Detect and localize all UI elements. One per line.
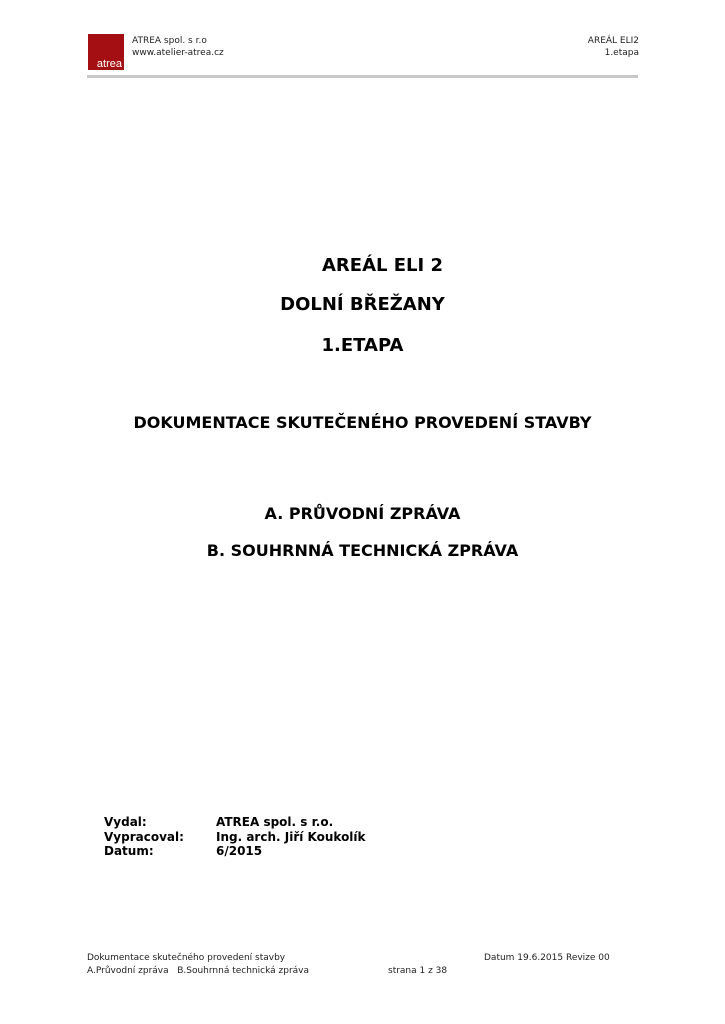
project-stage: 1.etapa — [604, 48, 639, 58]
meta-date-value: 6/2015 — [216, 844, 263, 858]
meta-issued-label: Vydal: — [104, 815, 147, 829]
part-a-title: A. PRŮVODNÍ ZPRÁVA — [264, 504, 461, 523]
document-meta — [104, 815, 366, 859]
footer-parts: A.Průvodní zpráva B.Souhrnná technická zpráva — [87, 966, 310, 976]
title-line-1: AREÁL ELI 2 — [321, 255, 443, 276]
logo-text: atrea — [96, 58, 122, 70]
footer-date-revision: Datum 19.6.2015 Revize 00 — [484, 953, 610, 963]
meta-date-label: Datum: — [104, 844, 154, 858]
title-line-3: 1.ETAPA — [321, 335, 404, 356]
document-type: DOKUMENTACE SKUTEČENÉHO PROVEDENÍ STAVBY — [133, 413, 592, 432]
title-line-2: DOLNÍ BŘEŽANY — [280, 294, 445, 315]
meta-issued-value: ATREA spol. s r.o. — [216, 815, 334, 829]
company-website: www.atelier-atrea.cz — [132, 48, 224, 58]
project-name: AREÁL ELI2 — [587, 36, 639, 46]
meta-prepared — [104, 830, 366, 845]
header-project-info — [588, 35, 639, 59]
header-company-info — [132, 35, 224, 59]
meta-issued — [104, 815, 366, 830]
meta-prepared-label: Vypracoval: — [104, 829, 184, 844]
footer-document: Dokumentace skutečného provedení stavby — [87, 953, 286, 963]
footer-page-number: strana 1 z 38 — [388, 966, 448, 976]
company-name: ATREA spol. s r.o — [132, 36, 207, 46]
atrea-logo — [88, 34, 124, 70]
header-divider — [87, 75, 638, 78]
meta-date — [104, 844, 366, 859]
part-b-title: B. SOUHRNNÁ TECHNICKÁ ZPRÁVA — [206, 541, 519, 560]
meta-prepared-value: Ing. arch. Jiří Koukolík — [216, 829, 366, 844]
